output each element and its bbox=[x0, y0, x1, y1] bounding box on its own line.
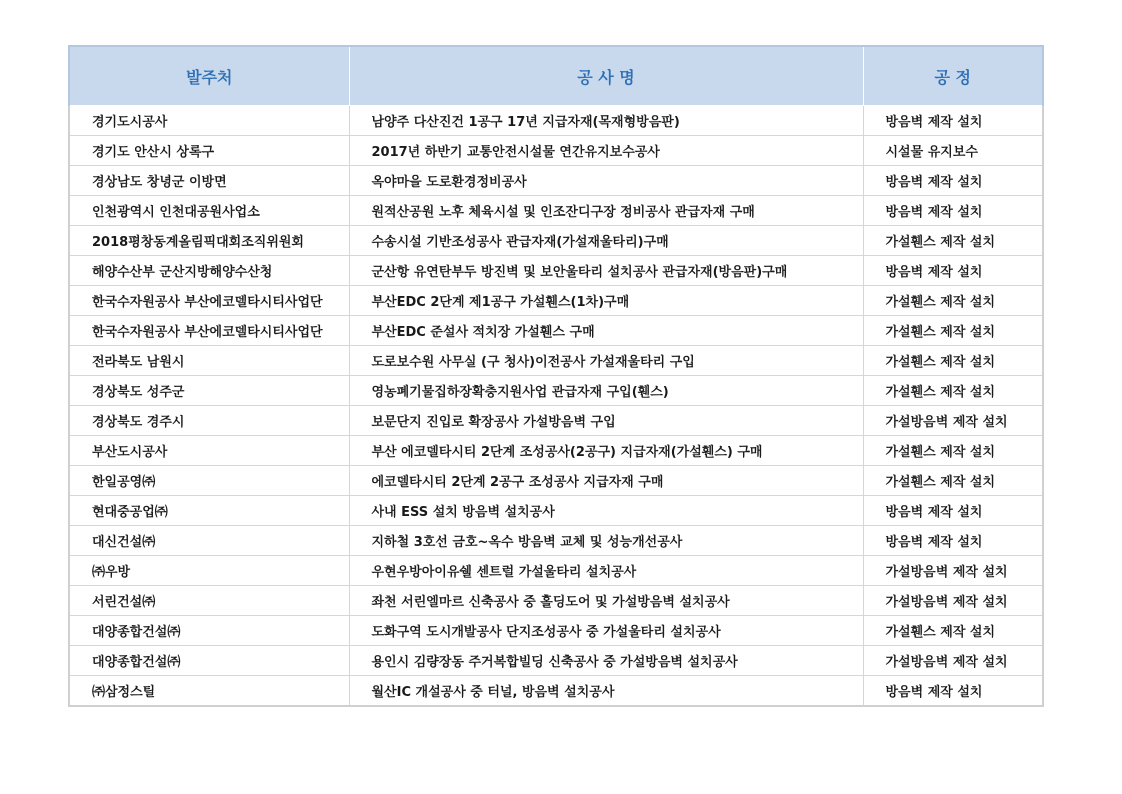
table-row bbox=[69, 376, 1043, 406]
table-row bbox=[69, 646, 1043, 676]
cell-project: 월산IC 개설공사 중 터널, 방음벽 설치공사 bbox=[349, 676, 863, 707]
table-row bbox=[69, 466, 1043, 496]
cell-process: 방음벽 제작 설치 bbox=[863, 166, 1043, 196]
cell-project: 영농폐기물집하장확충지원사업 관급자재 구입(휀스) bbox=[349, 376, 863, 406]
cell-process: 시설물 유지보수 bbox=[863, 136, 1043, 166]
cell-client: 경상북도 경주시 bbox=[69, 406, 349, 436]
cell-process: 가설휀스 제작 설치 bbox=[863, 316, 1043, 346]
cell-client: 경상북도 성주군 bbox=[69, 376, 349, 406]
cell-process: 방음벽 제작 설치 bbox=[863, 256, 1043, 286]
cell-process: 방음벽 제작 설치 bbox=[863, 196, 1043, 226]
cell-client: 전라북도 남원시 bbox=[69, 346, 349, 376]
cell-client: 대양종합건설㈜ bbox=[69, 616, 349, 646]
cell-client: ㈜삼정스틸 bbox=[69, 676, 349, 707]
cell-client: 현대중공업㈜ bbox=[69, 496, 349, 526]
table-row bbox=[69, 676, 1043, 707]
cell-project: 부산 에코델타시티 2단계 조성공사(2공구) 지급자재(가설휀스) 구매 bbox=[349, 436, 863, 466]
table-row bbox=[69, 586, 1043, 616]
table-body bbox=[69, 106, 1043, 707]
table-row bbox=[69, 406, 1043, 436]
cell-project: 군산항 유연탄부두 방진벽 및 보안울타리 설치공사 관급자재(방음판)구매 bbox=[349, 256, 863, 286]
cell-project: 도로보수원 사무실 (구 청사)이전공사 가설재울타리 구입 bbox=[349, 346, 863, 376]
cell-project: 지하철 3호선 금호~옥수 방음벽 교체 및 성능개선공사 bbox=[349, 526, 863, 556]
cell-client: 2018평창동계올림픽대회조직위원회 bbox=[69, 226, 349, 256]
cell-project: 원적산공원 노후 체육시설 및 인조잔디구장 정비공사 관급자재 구매 bbox=[349, 196, 863, 226]
cell-client: 대신건설㈜ bbox=[69, 526, 349, 556]
cell-client: 인천광역시 인천대공원사업소 bbox=[69, 196, 349, 226]
cell-process: 가설휀스 제작 설치 bbox=[863, 286, 1043, 316]
table-row bbox=[69, 346, 1043, 376]
cell-client: ㈜우방 bbox=[69, 556, 349, 586]
table-row bbox=[69, 436, 1043, 466]
cell-project: 부산EDC 2단계 제1공구 가설휀스(1차)구매 bbox=[349, 286, 863, 316]
cell-project: 부산EDC 준설사 적치장 가설휀스 구매 bbox=[349, 316, 863, 346]
cell-client: 부산도시공사 bbox=[69, 436, 349, 466]
table-row bbox=[69, 106, 1043, 136]
cell-process: 가설방음벽 제작 설치 bbox=[863, 406, 1043, 436]
cell-process: 가설휀스 제작 설치 bbox=[863, 346, 1043, 376]
cell-client: 한국수자원공사 부산에코델타시티사업단 bbox=[69, 286, 349, 316]
cell-client: 한일공영㈜ bbox=[69, 466, 349, 496]
cell-project: 수송시설 기반조성공사 관급자재(가설재울타리)구매 bbox=[349, 226, 863, 256]
cell-process: 가설휀스 제작 설치 bbox=[863, 466, 1043, 496]
header-process: 공 정 bbox=[863, 46, 1043, 106]
cell-process: 가설휀스 제작 설치 bbox=[863, 376, 1043, 406]
table-row bbox=[69, 166, 1043, 196]
cell-project: 옥야마을 도로환경정비공사 bbox=[349, 166, 863, 196]
cell-process: 가설방음벽 제작 설치 bbox=[863, 556, 1043, 586]
cell-process: 방음벽 제작 설치 bbox=[863, 106, 1043, 136]
cell-client: 대양종합건설㈜ bbox=[69, 646, 349, 676]
cell-client: 경기도시공사 bbox=[69, 106, 349, 136]
table-row bbox=[69, 526, 1043, 556]
table-row bbox=[69, 316, 1043, 346]
cell-client: 서린건설㈜ bbox=[69, 586, 349, 616]
table-row bbox=[69, 226, 1043, 256]
table-row bbox=[69, 256, 1043, 286]
cell-process: 가설방음벽 제작 설치 bbox=[863, 586, 1043, 616]
cell-process: 방음벽 제작 설치 bbox=[863, 676, 1043, 707]
cell-project: 도화구역 도시개발공사 단지조성공사 중 가설울타리 설치공사 bbox=[349, 616, 863, 646]
table-row bbox=[69, 616, 1043, 646]
cell-process: 가설휀스 제작 설치 bbox=[863, 226, 1043, 256]
table-row bbox=[69, 136, 1043, 166]
table-row bbox=[69, 286, 1043, 316]
cell-process: 가설휀스 제작 설치 bbox=[863, 436, 1043, 466]
cell-project: 용인시 김량장동 주거복합빌딩 신축공사 중 가설방음벽 설치공사 bbox=[349, 646, 863, 676]
cell-client: 해양수산부 군산지방해양수산청 bbox=[69, 256, 349, 286]
table-row bbox=[69, 496, 1043, 526]
table-header-row bbox=[69, 46, 1043, 106]
cell-project: 남양주 다산진건 1공구 17년 지급자재(목재형방음판) bbox=[349, 106, 863, 136]
header-project: 공 사 명 bbox=[349, 46, 863, 106]
cell-client: 경상남도 창녕군 이방면 bbox=[69, 166, 349, 196]
cell-project: 에코델타시티 2단계 2공구 조성공사 지급자재 구매 bbox=[349, 466, 863, 496]
cell-project: 좌천 서린엘마르 신축공사 중 홀딩도어 및 가설방음벽 설치공사 bbox=[349, 586, 863, 616]
cell-project: 사내 ESS 설치 방음벽 설치공사 bbox=[349, 496, 863, 526]
cell-client: 한국수자원공사 부산에코델타시티사업단 bbox=[69, 316, 349, 346]
cell-project: 2017년 하반기 교통안전시설물 연간유지보수공사 bbox=[349, 136, 863, 166]
cell-process: 방음벽 제작 설치 bbox=[863, 496, 1043, 526]
cell-process: 가설휀스 제작 설치 bbox=[863, 616, 1043, 646]
cell-project: 우현우방아이유쉘 센트럴 가설울타리 설치공사 bbox=[349, 556, 863, 586]
table-row bbox=[69, 556, 1043, 586]
cell-client: 경기도 안산시 상록구 bbox=[69, 136, 349, 166]
cell-project: 보문단지 진입로 확장공사 가설방음벽 구입 bbox=[349, 406, 863, 436]
header-client: 발주처 bbox=[69, 46, 349, 106]
cell-process: 가설방음벽 제작 설치 bbox=[863, 646, 1043, 676]
table-row bbox=[69, 196, 1043, 226]
cell-process: 방음벽 제작 설치 bbox=[863, 526, 1043, 556]
project-record-table bbox=[68, 45, 1044, 707]
